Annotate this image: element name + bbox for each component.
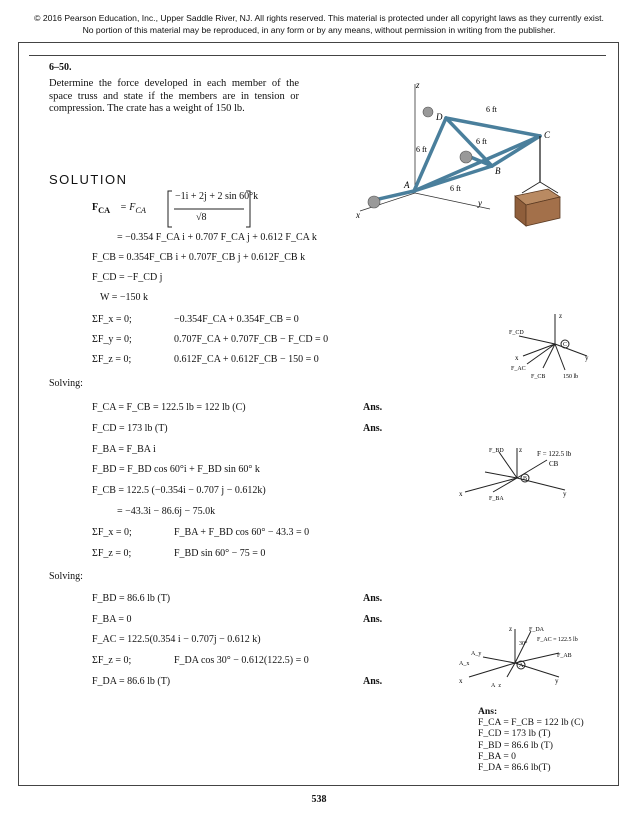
eq-fba: F_BA = F_BA i	[92, 444, 156, 455]
sum-fz-label: ΣF_z = 0;	[92, 354, 132, 365]
sum-fx-eq: −0.354F_CA + 0.354F_CB = 0	[174, 314, 299, 325]
x-label-1: x	[515, 354, 519, 362]
crate	[515, 189, 560, 226]
eq-fcb: F_CB = 0.354F_CB i + 0.707F_CB j + 0.612F_CB k	[92, 252, 306, 263]
problem-number: 6–50.	[49, 62, 72, 73]
z-label-3: z	[509, 625, 513, 633]
dim-da: 6 ft	[416, 145, 427, 154]
x-label-3: x	[459, 677, 463, 685]
fbd-joint-a	[455, 617, 595, 687]
sum-fz-b-eq: F_BD sin 60° − 75 = 0	[174, 548, 266, 559]
ans-marker-1: Ans.	[363, 402, 383, 413]
cb-label: CB	[549, 460, 559, 468]
answer-fcd: F_CD = 173 lb (T)	[478, 728, 551, 740]
answer-fbd: F_BD = 86.6 lb (T)	[478, 739, 553, 751]
solving-label-2: Solving:	[49, 571, 83, 582]
fac-value: F_AC = 122.5 lb	[537, 637, 578, 643]
joint-b-label: B	[495, 166, 501, 176]
ans-marker-5: Ans.	[363, 676, 383, 687]
joint-d-label: D	[436, 112, 443, 122]
page-number: 538	[311, 794, 327, 805]
fbd-joint-c	[505, 308, 595, 383]
dim-dc: 6 ft	[486, 105, 497, 114]
copyright-notice: © 2016 Pearson Education, Inc., Upper Saddle River, NJ. All rights reserved. This material is protected under all copyright laws as they currently exist. No portion of this material may be reproduced, in any form or by any means, without permission in writing from the publisher.	[34, 13, 604, 35]
w-label: 150 lb	[563, 374, 579, 380]
y-label-1: y	[585, 354, 589, 362]
sum-fz-c-label: ΣF_z = 0;	[92, 655, 132, 666]
y-label-3: y	[555, 677, 559, 685]
eq-weight: W = −150 k	[100, 292, 149, 303]
answer-fda: F_DA = 86.6 lb(T)	[478, 762, 551, 774]
top-rule	[29, 55, 606, 56]
answer-summary	[478, 706, 584, 773]
dim-db: 6 ft	[476, 137, 487, 146]
sum-fz-eq: 0.612F_CA + 0.612F_CB − 150 = 0	[174, 354, 319, 365]
fca-eq: = $F_{CA}$	[120, 202, 147, 215]
node-b: B	[523, 476, 528, 482]
fca-denominator: √8	[196, 212, 207, 223]
fac-label: F_AC	[511, 366, 526, 372]
fba-label: F_BA	[489, 496, 504, 502]
z-label: z	[416, 80, 420, 90]
result-fca-fcb: F_CA = F_CB = 122.5 lb = 122 lb (C)	[92, 402, 246, 413]
z-label-1: z	[559, 312, 563, 320]
sum-fx-b-eq: F_BA + F_BD cos 60° − 43.3 = 0	[174, 527, 310, 538]
x-label: x	[356, 210, 360, 220]
joint-a-label: A	[404, 180, 410, 190]
sum-fz-c-eq: F_DA cos 30° − 0.612(122.5) = 0	[174, 655, 309, 666]
fab-label: F_AB	[557, 653, 572, 659]
answer-fba: F_BA = 0	[478, 750, 516, 762]
fbd-joint-b	[455, 442, 595, 502]
solving-label-1: Solving:	[49, 378, 83, 389]
solution-heading: SOLUTION	[49, 172, 128, 187]
eq-fcb-vector: F_CB = 122.5 (−0.354i − 0.707 j − 0.612k)	[92, 485, 266, 496]
answer-fca-fcb: F_CA = F_CB = 122 lb (C)	[478, 717, 584, 729]
eq-fac: F_AC = 122.5(0.354 i − 0.707j − 0.612 k)	[92, 634, 261, 645]
fcb-label: F_CB	[531, 374, 546, 380]
result-fcd: F_CD = 173 lb (T)	[92, 423, 168, 434]
fbd-label: F_BD	[489, 448, 504, 454]
eq-fbd: F_BD = F_BD cos 60°i + F_BD sin 60° k	[92, 464, 260, 475]
sum-fy-eq: 0.707F_CA + 0.707F_CB − F_CD = 0	[174, 334, 329, 345]
y-label: y	[478, 198, 482, 208]
node-a: A	[519, 663, 524, 669]
eq-fca-components: = −0.354 F_CA i + 0.707 F_CA j + 0.612 F_CA k	[117, 232, 317, 243]
eq-fcb-components: = −43.3i − 86.6j − 75.0k	[117, 506, 216, 517]
dim-ab: 6 ft	[450, 184, 461, 193]
fca-numerator: −1i + 2j + 2 sin 60°k	[175, 191, 259, 202]
answer-heading: Ans:	[478, 706, 498, 717]
fda-label: F_DA	[529, 627, 545, 633]
sum-fx-label: ΣF_x = 0;	[92, 314, 132, 325]
ans-marker-3: Ans.	[363, 593, 383, 604]
node-c: C	[563, 342, 568, 348]
fcd-label: F_CD	[509, 330, 524, 336]
az-label: A_z	[491, 683, 501, 687]
joint-c-label: C	[544, 130, 551, 140]
f-cb-value: F = 122.5 lb	[537, 450, 572, 458]
sum-fy-label: ΣF_y = 0;	[92, 334, 132, 345]
fca-lhs: $F_{CA}$	[92, 202, 111, 215]
ans-marker-4: Ans.	[363, 614, 383, 625]
eq-fcd: F_CD = −F_CD j	[92, 272, 163, 283]
result-fba: F_BA = 0	[92, 614, 132, 625]
ay-label: A_y	[471, 651, 482, 657]
x-label-2: x	[459, 490, 463, 498]
result-fda: F_DA = 86.6 lb (T)	[92, 676, 171, 687]
sum-fz-b-label: ΣF_z = 0;	[92, 548, 132, 559]
y-label-2: y	[563, 490, 567, 498]
angle-label: 30°	[519, 641, 528, 647]
ans-marker-2: Ans.	[363, 423, 383, 434]
ax-label: A_x	[459, 661, 470, 667]
z-label-2: z	[519, 446, 523, 454]
problem-statement: Determine the force developed in each member of the space truss and state if the members are in tension or compression. The crate has a weight of 150 lb.	[49, 78, 299, 114]
truss-figure	[350, 78, 565, 228]
result-fbd: F_BD = 86.6 lb (T)	[92, 593, 171, 604]
sum-fx-b-label: ΣF_x = 0;	[92, 527, 132, 538]
